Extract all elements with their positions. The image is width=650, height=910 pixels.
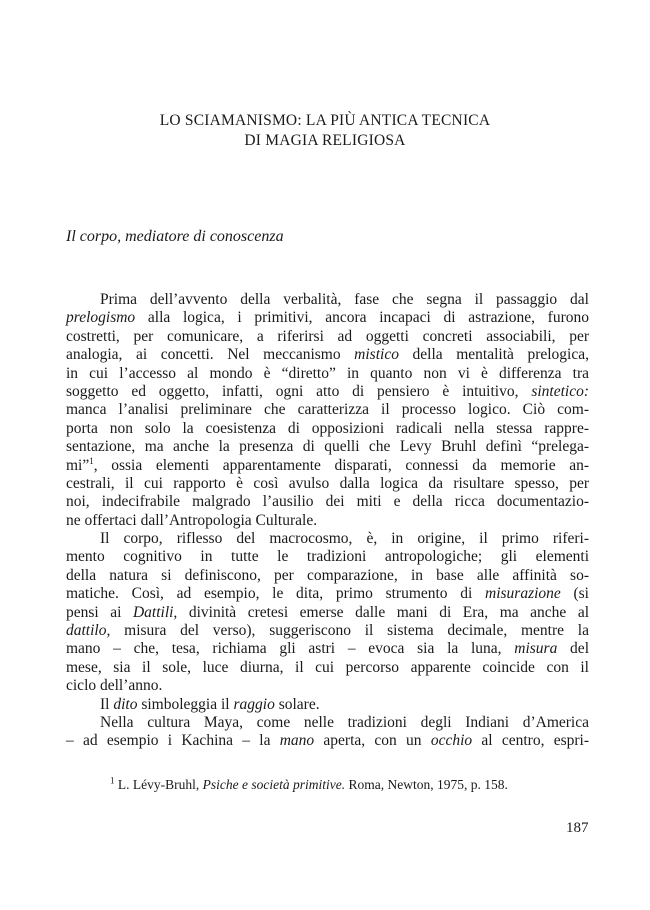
text: costretti, per comunicare, a riferirsi ad oggetti concreti associabili, per — [66, 327, 589, 345]
text-line — [66, 512, 589, 530]
chapter-title-line-2: DI MAGIA RELIGIOSA — [244, 132, 406, 149]
italic-text: raggio — [233, 695, 275, 713]
text-line — [66, 622, 589, 640]
text: aperta, con un — [314, 732, 431, 750]
text-line — [66, 696, 589, 714]
italic-text: sintetico: — [531, 382, 589, 400]
text: Il corpo, riflesso del macrocosmo, è, in origine, il primo riferi- — [100, 530, 589, 548]
text: noi, indecifrabile malgrado l’ausilio dei miti e della ricca documentazio- — [66, 493, 589, 511]
text: divinità cretesi emerse dalle mani di Era, ma anche al — [177, 603, 590, 621]
body-text — [66, 291, 589, 751]
text-line — [66, 346, 589, 364]
text-line — [66, 493, 589, 511]
italic-text: dito — [113, 695, 138, 713]
text-line — [66, 401, 589, 419]
page-number: 187 — [566, 820, 589, 836]
text-line — [66, 365, 589, 383]
text: mano – che, tesa, richiama gli astri – evoca sia la luna, — [66, 640, 515, 658]
text-line — [66, 420, 589, 438]
text: Nella cultura Maya, come nelle tradizioni degli Indiani d’America — [100, 713, 589, 731]
text-line — [66, 475, 589, 493]
text: porta non solo la coesistenza di opposizioni radicali nella stessa rappre- — [66, 419, 589, 437]
text: Prima dell’avvento della verbalità, fase che segna il passaggio dal — [100, 291, 589, 308]
italic-text: mistico — [354, 346, 399, 364]
italic-text: misurazione — [485, 585, 561, 603]
text-line — [66, 659, 589, 677]
chapter-title-line-1: LO SCIAMANISMO: LA PIÙ ANTICA TECNICA — [159, 112, 491, 129]
text: alla logica, i primitivi, ancora incapaci di astrazione, furono — [135, 309, 589, 327]
text: solare. — [274, 695, 320, 713]
footnote-mark: 1 — [110, 775, 115, 786]
text-line — [66, 383, 589, 401]
text: della mentalità prelogica, — [398, 346, 589, 364]
text: mento cognitivo in tutte le tradizioni antropologiche; gli elementi — [66, 548, 589, 566]
text: della natura si definiscono, per comparazione, in base alle affinità so- — [66, 566, 589, 584]
text-line — [66, 457, 589, 475]
text: Il — [100, 695, 114, 713]
italic-text: prelogismo — [66, 309, 136, 327]
italic-text: mano — [279, 732, 315, 750]
text-line — [66, 438, 589, 456]
text: (si — [560, 585, 589, 603]
text-line — [66, 530, 589, 548]
text: – ad esempio i Kachina – la — [66, 732, 280, 750]
text-line — [66, 309, 589, 327]
text: mese, sia il sole, luce diurna, il cui percorso apparente coincide con il — [66, 658, 589, 676]
text-line — [66, 732, 589, 750]
text-line — [66, 567, 589, 585]
text: matiche. Così, ad esempio, le dita, primo strumento di — [66, 585, 485, 603]
text: pensi ai — [66, 603, 133, 621]
footnote — [110, 776, 508, 794]
text-line — [66, 328, 589, 346]
text: cestrali, il cui rapporto è così avulso dalla logica da risultare spesso, per — [66, 474, 589, 492]
footnote-details: Roma, Newton, 1975, p. 158. — [345, 777, 508, 792]
text: ne offertaci dall’Antropologia Culturale. — [66, 511, 318, 529]
text-line — [66, 291, 589, 309]
italic-text: occhio — [430, 732, 473, 750]
section-heading: Il corpo, mediatore di conoscenza — [66, 228, 284, 245]
footnote-book-title: Psiche e società primitive. — [202, 777, 346, 792]
text: al centro, espri- — [472, 732, 589, 750]
text: soggetto ed oggetto, infatti, ogni atto di pensiero è intuitivo, — [66, 382, 532, 400]
text: , ossia elementi apparentamente disparati, connessi da memorie an- — [93, 456, 589, 474]
text: in cui l’accesso al mondo è “diretto” in quanto non vi è differenza tra — [66, 364, 589, 382]
text: misura del verso), suggeriscono il sistema decimale, mentre la — [110, 622, 589, 640]
text: simboleggia il — [137, 695, 234, 713]
footnote-reference: 1 — [89, 455, 94, 466]
italic-text: misura — [514, 640, 558, 658]
italic-text: dattilo, — [66, 622, 111, 640]
text-line — [66, 640, 589, 658]
text: del — [557, 640, 589, 658]
text: ciclo dell’anno. — [66, 677, 163, 695]
text: analogia, ai concetti. Nel meccanismo — [66, 346, 355, 364]
italic-text: Dattili, — [132, 603, 178, 621]
text: sentazione, ma anche la presenza di quelli che Levy Bruhl definì “prelega- — [66, 438, 589, 456]
text-line — [66, 548, 589, 566]
footnote-author: L. Lévy-Bruhl, — [117, 777, 203, 792]
text: mi” — [66, 456, 90, 474]
text-line — [66, 714, 589, 732]
text: manca l’analisi preliminare che caratterizza il processo logico. Ciò com- — [66, 401, 589, 419]
text-line — [66, 604, 589, 622]
text-line — [66, 585, 589, 603]
text-line — [66, 677, 589, 695]
